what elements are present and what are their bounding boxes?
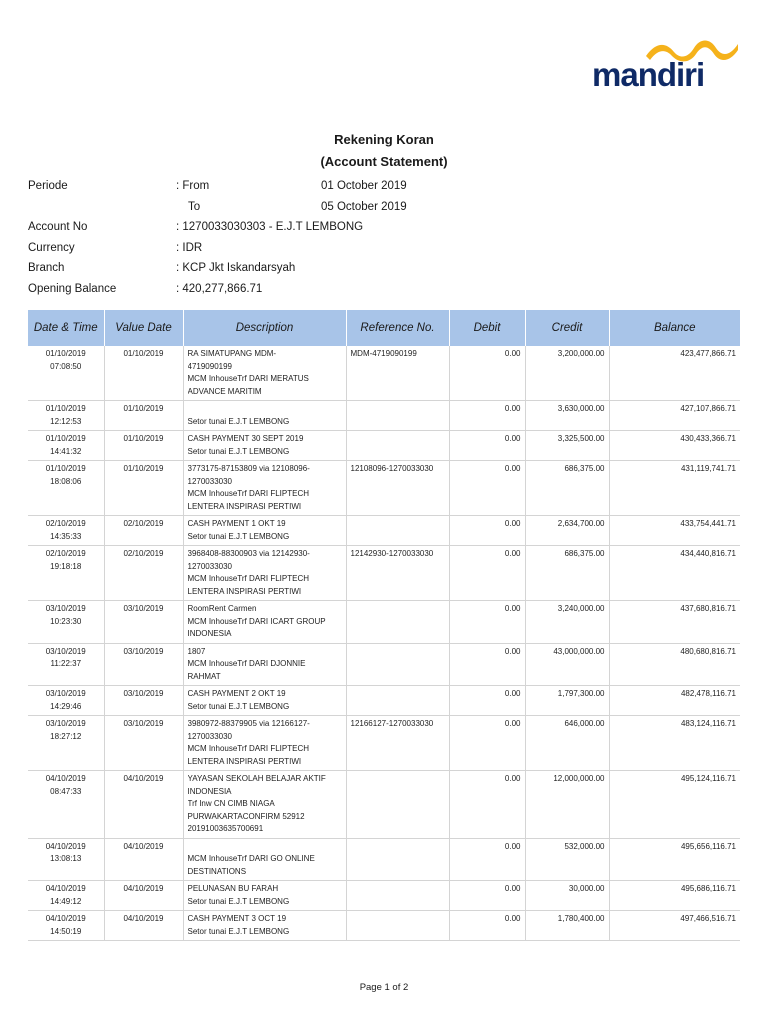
cell-reference	[346, 401, 449, 431]
cell-balance-text: 495,656,116.71	[680, 841, 736, 851]
cell-value-date	[104, 911, 183, 941]
description-line: Setor tunai E.J.T LEMBONG	[187, 531, 290, 541]
cell-reference	[346, 911, 449, 941]
cell-value-date-text: 02/10/2019	[123, 519, 164, 528]
cell-value-date-text: 01/10/2019	[123, 349, 164, 358]
cell-date: 04/10/2019	[45, 841, 86, 851]
cell-debit-text: 0.00	[504, 604, 521, 613]
cell-reference-text: 12142930-1270033030	[350, 549, 434, 558]
cell-date: 01/10/2019	[45, 404, 86, 413]
cell-reference	[346, 546, 449, 601]
cell-balance-text: 430,433,366.71	[680, 434, 736, 443]
cell-credit-text: 3,325,500.00	[557, 434, 605, 443]
cell-date: 03/10/2019	[45, 604, 86, 613]
cell-credit	[525, 838, 609, 881]
cell-date-time	[28, 461, 104, 516]
cell-description	[183, 881, 346, 911]
cell-debit	[449, 601, 525, 644]
cell-credit-text: 532,000.00	[564, 841, 605, 851]
cell-credit-text: 30,000.00	[568, 884, 605, 893]
description-line: Trf Inw CN CIMB NIAGA	[187, 799, 275, 808]
cell-balance-text: 483,124,116.71	[680, 719, 736, 728]
cell-value-date	[104, 346, 183, 401]
cell-description	[183, 771, 346, 839]
table-row	[28, 771, 740, 839]
table-row	[28, 601, 740, 644]
cell-balance-text: 423,477,866.71	[680, 349, 736, 358]
description-line: MCM InhouseTrf DARI GO ONLINE	[187, 854, 315, 863]
cell-date: 02/10/2019	[45, 519, 86, 528]
table-row	[28, 881, 740, 911]
table-row	[28, 346, 740, 401]
cell-debit-text: 0.00	[504, 719, 521, 728]
cell-date-time	[28, 686, 104, 716]
table-row	[28, 911, 740, 941]
cell-balance	[609, 838, 740, 881]
statement-subtitle: (Account Statement)	[320, 154, 448, 169]
cell-value-date	[104, 516, 183, 546]
opening-balance-label: Opening Balance	[28, 282, 117, 295]
table-row	[28, 401, 740, 431]
cell-balance-text: 434,440,816.71	[680, 549, 736, 558]
cell-reference	[346, 881, 449, 911]
cell-date-time	[28, 643, 104, 686]
cell-debit-text: 0.00	[504, 689, 521, 698]
cell-balance	[609, 516, 740, 546]
cell-balance-text: 427,107,866.71	[680, 404, 736, 413]
cell-credit-text: 646,000.00	[564, 719, 605, 728]
cell-balance-text: 482,478,116.71	[680, 689, 736, 698]
cell-description	[183, 546, 346, 601]
cell-balance	[609, 546, 740, 601]
description-line	[188, 403, 342, 416]
description-line: LENTERA INSPIRASI PERTIWI	[187, 501, 302, 511]
description-line: INDONESIA	[187, 629, 232, 638]
cell-time: 18:27:12	[50, 731, 82, 741]
description-line: MCM InhouseTrf DARI ICART GROUP	[187, 616, 326, 626]
cell-debit	[449, 686, 525, 716]
table-row	[28, 546, 740, 601]
table-row	[28, 461, 740, 516]
description-line: Setor tunai E.J.T LEMBONG	[187, 926, 290, 936]
cell-debit	[449, 716, 525, 771]
cell-reference	[346, 716, 449, 771]
cell-reference	[346, 771, 449, 839]
cell-description	[183, 461, 346, 516]
cell-description	[183, 643, 346, 686]
cell-balance-text: 437,680,816.71	[680, 604, 736, 613]
cell-time: 14:35:33	[50, 531, 82, 541]
cell-balance	[609, 716, 740, 771]
cell-balance	[609, 601, 740, 644]
description-line: 3773175-87153809 via 12108096-	[187, 464, 310, 473]
cell-balance	[609, 771, 740, 839]
description-line: CASH PAYMENT 2 OKT 19	[187, 689, 286, 698]
cell-balance	[609, 881, 740, 911]
cell-time: 13:08:13	[50, 854, 82, 863]
cell-time: 14:29:46	[50, 701, 82, 711]
cell-balance-text: 431,119,741.71	[680, 464, 736, 473]
cell-debit-text: 0.00	[504, 774, 521, 783]
table-header	[28, 310, 740, 346]
table-row	[28, 643, 740, 686]
cell-value-date-text: 03/10/2019	[123, 689, 164, 698]
account-value: : 1270033030303 - E.J.T LEMBONG	[176, 221, 364, 233]
cell-value-date-text: 01/10/2019	[123, 464, 164, 473]
cell-credit	[525, 601, 609, 644]
cell-time: 19:18:18	[50, 561, 82, 571]
cell-reference-text: 12166127-1270033030	[350, 719, 434, 728]
cell-balance	[609, 461, 740, 516]
cell-debit-text: 0.00	[504, 646, 521, 656]
cell-debit	[449, 461, 525, 516]
cell-value-date	[104, 461, 183, 516]
cell-balance	[609, 401, 740, 431]
branch-value: : KCP Jkt Iskandarsyah	[176, 262, 296, 274]
cell-credit-text: 12,000,000.00	[553, 774, 605, 783]
cell-time: 08:47:33	[50, 786, 82, 796]
cell-balance-text: 433,754,441.71	[680, 519, 736, 528]
period-label: Periode	[28, 180, 68, 192]
description-line: CASH PAYMENT 1 OKT 19	[187, 519, 286, 528]
cell-credit-text: 1,780,400.00	[557, 914, 605, 923]
description-line: RoomRent Carmen	[187, 604, 257, 613]
cell-credit	[525, 881, 609, 911]
cell-credit-text: 43,000,000.00	[553, 646, 605, 656]
description-line: 1807	[187, 646, 206, 656]
description-line: 3980972-88379905 via 12166127-	[187, 719, 310, 728]
cell-balance-text: 497,466,516.71	[680, 914, 736, 923]
description-line: Setor tunai E.J.T LEMBONG	[187, 416, 290, 426]
description-line: 1270033030	[187, 476, 232, 486]
description-line: CASH PAYMENT 3 OCT 19	[187, 914, 287, 923]
cell-date: 03/10/2019	[45, 646, 86, 656]
mandiri-logo	[592, 36, 742, 96]
cell-reference-text: MDM-4719090199	[350, 349, 417, 358]
cell-debit	[449, 401, 525, 431]
cell-debit-text: 0.00	[504, 349, 521, 358]
cell-reference	[346, 686, 449, 716]
description-line: YAYASAN SEKOLAH BELAJAR AKTIF	[187, 774, 326, 783]
cell-description	[183, 716, 346, 771]
cell-reference	[346, 643, 449, 686]
cell-value-date-text: 02/10/2019	[123, 549, 164, 558]
cell-debit	[449, 838, 525, 881]
cell-credit	[525, 516, 609, 546]
description-line: LENTERA INSPIRASI PERTIWI	[187, 756, 302, 766]
cell-value-date	[104, 546, 183, 601]
currency-label: Currency	[28, 241, 75, 254]
cell-value-date	[104, 643, 183, 686]
cell-description	[183, 346, 346, 401]
cell-credit-text: 3,630,000.00	[557, 404, 605, 413]
cell-time: 14:49:12	[50, 896, 82, 906]
description-line: CASH PAYMENT 30 SEPT 2019	[187, 434, 304, 443]
cell-credit	[525, 461, 609, 516]
cell-credit	[525, 346, 609, 401]
cell-date-time	[28, 911, 104, 941]
col-reference: Reference No.	[346, 310, 449, 346]
cell-value-date-text: 03/10/2019	[123, 646, 164, 656]
cell-debit-text: 0.00	[504, 434, 521, 443]
cell-date: 04/10/2019	[45, 914, 86, 923]
cell-debit-text: 0.00	[504, 914, 521, 923]
cell-reference	[346, 346, 449, 401]
description-line: MCM InhouseTrf DARI FLIPTECH	[187, 489, 310, 498]
statement-title: Rekening Koran	[334, 132, 434, 147]
cell-reference	[346, 601, 449, 644]
cell-description	[183, 686, 346, 716]
table-row	[28, 716, 740, 771]
description-line: 1270033030	[187, 561, 232, 571]
table-row	[28, 516, 740, 546]
cell-credit-text: 2,634,700.00	[557, 519, 605, 528]
cell-value-date-text: 03/10/2019	[123, 719, 164, 728]
cell-credit	[525, 911, 609, 941]
cell-value-date	[104, 431, 183, 461]
cell-debit-text: 0.00	[504, 464, 521, 473]
cell-date-time	[28, 771, 104, 839]
cell-credit-text: 686,375.00	[564, 464, 605, 473]
period-to-label: To	[188, 200, 201, 213]
cell-date: 04/10/2019	[45, 774, 86, 783]
cell-date: 01/10/2019	[45, 349, 86, 358]
period-from-label: : From	[176, 180, 210, 192]
col-debit: Debit	[449, 310, 525, 346]
cell-reference	[346, 461, 449, 516]
cell-reference	[346, 516, 449, 546]
description-line: Setor tunai E.J.T LEMBONG	[187, 701, 290, 711]
cell-time: 14:50:19	[50, 926, 82, 936]
description-line: RAHMAT	[187, 671, 221, 681]
cell-credit	[525, 546, 609, 601]
cell-balance	[609, 686, 740, 716]
description-line: 1270033030	[187, 731, 232, 741]
cell-date: 01/10/2019	[45, 464, 86, 473]
cell-credit-text: 686,375.00	[564, 549, 605, 558]
cell-value-date-text: 04/10/2019	[123, 841, 164, 851]
cell-balance	[609, 346, 740, 401]
cell-debit-text: 0.00	[504, 841, 521, 851]
period-from-value: 01 October 2019	[321, 180, 407, 192]
cell-debit-text: 0.00	[504, 404, 521, 413]
cell-date-time	[28, 431, 104, 461]
cell-debit	[449, 881, 525, 911]
cell-value-date-text: 01/10/2019	[123, 404, 164, 413]
cell-time: 12:12:53	[50, 416, 82, 426]
cell-credit	[525, 431, 609, 461]
cell-description	[183, 601, 346, 644]
cell-debit	[449, 516, 525, 546]
col-description: Description	[183, 310, 346, 346]
cell-reference-text: 12108096-1270033030	[350, 464, 434, 473]
cell-debit	[449, 911, 525, 941]
cell-value-date	[104, 771, 183, 839]
description-line: Setor tunai E.J.T LEMBONG	[187, 896, 290, 906]
cell-date-time	[28, 346, 104, 401]
cell-date: 02/10/2019	[45, 549, 86, 558]
cell-value-date-text: 04/10/2019	[123, 884, 164, 893]
cell-debit	[449, 771, 525, 839]
branch-label: Branch	[28, 262, 65, 274]
cell-debit	[449, 346, 525, 401]
cell-time: 11:22:37	[50, 659, 82, 668]
table-row	[28, 686, 740, 716]
cell-debit-text: 0.00	[504, 884, 521, 893]
cell-date-time	[28, 881, 104, 911]
description-line: PURWAKARTACONFIRM 52912	[187, 811, 305, 821]
cell-debit	[449, 431, 525, 461]
cell-date-time	[28, 601, 104, 644]
brand-name: mandiri	[592, 56, 705, 93]
cell-date-time	[28, 546, 104, 601]
cell-balance	[609, 643, 740, 686]
description-line: RA SIMATUPANG MDM-	[187, 349, 277, 358]
col-credit: Credit	[525, 310, 609, 346]
cell-date: 03/10/2019	[45, 689, 86, 698]
col-balance: Balance	[609, 310, 740, 346]
cell-credit	[525, 771, 609, 839]
description-line: INDONESIA	[187, 786, 232, 796]
cell-time: 10:23:30	[50, 616, 82, 626]
cell-date-time	[28, 401, 104, 431]
opening-balance-value: : 420,277,866.71	[176, 282, 263, 295]
cell-credit	[525, 643, 609, 686]
cell-date: 01/10/2019	[45, 434, 86, 443]
cell-value-date-text: 04/10/2019	[123, 774, 164, 783]
description-line: 4719090199	[187, 361, 232, 371]
cell-value-date	[104, 601, 183, 644]
description-line	[188, 841, 342, 854]
col-date-time: Date & Time	[28, 310, 104, 346]
description-line: LENTERA INSPIRASI PERTIWI	[187, 586, 302, 596]
cell-description	[183, 516, 346, 546]
table-row	[28, 431, 740, 461]
cell-reference	[346, 431, 449, 461]
currency-value: : IDR	[176, 241, 203, 254]
cell-balance-text: 495,686,116.71	[680, 884, 736, 893]
page-number: Page 1 of 2	[359, 982, 409, 993]
cell-time: 14:41:32	[50, 446, 82, 456]
cell-description	[183, 431, 346, 461]
description-line: 3968408-88300903 via 12142930-	[187, 549, 310, 558]
cell-description	[183, 401, 346, 431]
cell-time: 18:08:06	[50, 476, 82, 486]
cell-reference	[346, 838, 449, 881]
description-line: DESTINATIONS	[187, 866, 247, 876]
description-line: MCM InhouseTrf DARI FLIPTECH	[187, 744, 310, 753]
description-line: PELUNASAN BU FARAH	[187, 884, 279, 893]
description-line: MCM InhouseTrf DARI DJONNIE	[187, 659, 306, 668]
cell-value-date	[104, 838, 183, 881]
cell-credit	[525, 401, 609, 431]
cell-date: 04/10/2019	[45, 884, 86, 893]
cell-balance	[609, 911, 740, 941]
cell-date-time	[28, 716, 104, 771]
description-line: 20191003635700691	[187, 824, 264, 833]
cell-date: 03/10/2019	[45, 719, 86, 728]
table-row	[28, 838, 740, 881]
cell-balance	[609, 431, 740, 461]
cell-date-time	[28, 838, 104, 881]
cell-credit-text: 3,240,000.00	[557, 604, 605, 613]
description-line: MCM InhouseTrf DARI FLIPTECH	[187, 574, 310, 583]
cell-credit	[525, 716, 609, 771]
cell-description	[183, 911, 346, 941]
cell-date-time	[28, 516, 104, 546]
cell-value-date	[104, 716, 183, 771]
cell-debit	[449, 643, 525, 686]
cell-value-date	[104, 401, 183, 431]
cell-description	[183, 838, 346, 881]
description-line: Setor tunai E.J.T LEMBONG	[187, 446, 290, 456]
cell-credit-text: 1,797,300.00	[557, 689, 605, 698]
cell-value-date	[104, 881, 183, 911]
cell-debit	[449, 546, 525, 601]
cell-debit-text: 0.00	[504, 519, 521, 528]
cell-balance-text: 480,680,816.71	[680, 646, 736, 656]
description-line: MCM InhouseTrf DARI MERATUS	[187, 374, 309, 383]
cell-value-date-text: 04/10/2019	[123, 914, 164, 923]
col-value-date: Value Date	[104, 310, 183, 346]
cell-value-date-text: 01/10/2019	[123, 434, 164, 443]
cell-credit-text: 3,200,000.00	[557, 349, 605, 358]
cell-value-date-text: 03/10/2019	[123, 604, 164, 613]
cell-debit-text: 0.00	[504, 549, 521, 558]
cell-balance-text: 495,124,116.71	[680, 774, 736, 783]
transactions-table	[28, 310, 740, 941]
period-to-value: 05 October 2019	[321, 200, 407, 213]
account-label: Account No	[28, 221, 88, 233]
cell-value-date	[104, 686, 183, 716]
cell-credit	[525, 686, 609, 716]
cell-time: 07:08:50	[50, 361, 82, 371]
description-line: ADVANCE MARITIM	[187, 386, 262, 396]
